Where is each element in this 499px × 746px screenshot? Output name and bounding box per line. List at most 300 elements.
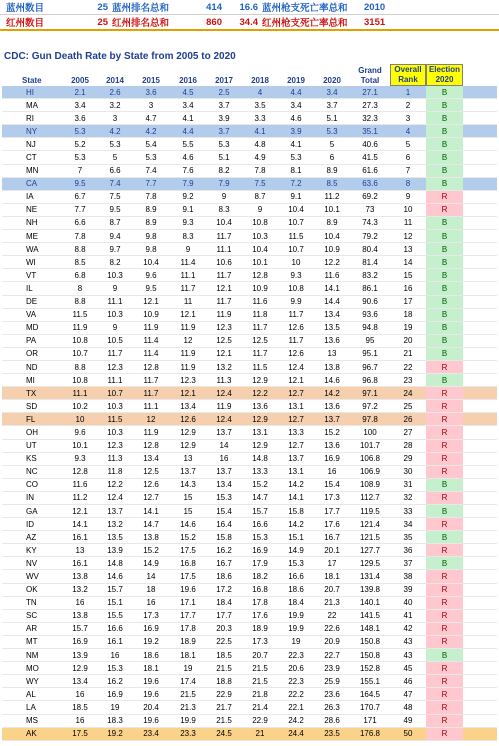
cell-2019: 13.1 bbox=[288, 467, 304, 477]
table-row bbox=[2, 296, 497, 309]
cell-2020: 5 bbox=[329, 139, 335, 149]
cell-2005: 10.7 bbox=[72, 349, 88, 359]
cell-2015: 5.3 bbox=[145, 153, 157, 163]
cell-2017: 18.5 bbox=[216, 650, 232, 660]
cell-2005: 9.3 bbox=[74, 454, 86, 464]
cell-2020: 12.2 bbox=[324, 257, 340, 267]
header-2005: 2005 bbox=[71, 76, 89, 85]
cell-2018: 3.5 bbox=[254, 100, 266, 110]
blue-gun-label: 蓝州枪支死亡率总和 bbox=[262, 3, 348, 14]
cell-2016: 12.9 bbox=[180, 441, 196, 451]
cell-state: SC bbox=[26, 611, 38, 621]
cell-grand-total: 93.6 bbox=[362, 310, 378, 320]
cell-2005: 16.9 bbox=[72, 637, 88, 647]
cell-2017: 3.7 bbox=[218, 100, 230, 110]
cell-2016: 4.6 bbox=[182, 153, 194, 163]
summary-divider bbox=[0, 29, 499, 31]
cell-2017: 15.3 bbox=[216, 493, 232, 503]
cell-state: CA bbox=[26, 179, 38, 189]
cell-2014: 16.6 bbox=[107, 624, 123, 634]
cell-state: UT bbox=[26, 441, 37, 451]
cell-election: R bbox=[426, 492, 463, 504]
header-total-top: Grand bbox=[358, 66, 382, 75]
cell-election: B bbox=[426, 322, 463, 334]
cell-2015: 16.9 bbox=[143, 624, 159, 634]
cell-election: B bbox=[426, 531, 463, 543]
cell-2017: 11.1 bbox=[216, 244, 232, 254]
cell-2019: 12.7 bbox=[288, 441, 304, 451]
cell-2020: 13.8 bbox=[324, 362, 340, 372]
cell-state: MT bbox=[26, 637, 38, 647]
cell-election: R bbox=[426, 610, 463, 622]
cell-rank: 48 bbox=[403, 702, 413, 712]
cell-2020: 22.7 bbox=[324, 650, 340, 660]
cell-2017: 18.4 bbox=[216, 598, 232, 608]
cell-2005: 2.1 bbox=[74, 87, 86, 97]
cell-grand-total: 79.2 bbox=[362, 231, 378, 241]
cell-state: NM bbox=[26, 650, 39, 660]
cell-2017: 8.2 bbox=[218, 166, 230, 176]
cell-2014: 3 bbox=[112, 113, 118, 123]
cell-election: B bbox=[426, 256, 463, 268]
cell-grand-total: 86.1 bbox=[362, 283, 378, 293]
cell-2020: 11.2 bbox=[324, 192, 340, 202]
cell-rank: 39 bbox=[403, 585, 413, 595]
cell-2014: 11.1 bbox=[107, 375, 123, 385]
table-row bbox=[2, 165, 497, 178]
cell-2015: 11.4 bbox=[143, 349, 159, 359]
cell-rank: 3 bbox=[405, 113, 411, 123]
cell-2005: 11.2 bbox=[72, 493, 88, 503]
cell-2018: 10.3 bbox=[252, 231, 268, 241]
table-row bbox=[2, 715, 497, 728]
cell-2015: 14.9 bbox=[143, 558, 159, 568]
cell-state: FL bbox=[26, 414, 36, 424]
cell-election: R bbox=[426, 597, 463, 609]
cell-2019: 11.7 bbox=[288, 310, 304, 320]
cell-grand-total: 95 bbox=[365, 336, 375, 346]
cell-grand-total: 27.1 bbox=[362, 87, 378, 97]
cell-2019: 22.1 bbox=[288, 702, 304, 712]
cell-rank: 33 bbox=[403, 506, 413, 516]
cell-rank: 10 bbox=[403, 205, 413, 215]
cell-state: LA bbox=[26, 702, 36, 712]
cell-grand-total: 121.4 bbox=[359, 519, 381, 529]
cell-2016: 7.6 bbox=[182, 166, 194, 176]
cell-2005: 12.1 bbox=[72, 506, 88, 516]
cell-election: R bbox=[426, 715, 463, 727]
gun-death-table bbox=[2, 64, 497, 741]
cell-2016: 15 bbox=[183, 506, 193, 516]
cell-2018: 13.3 bbox=[252, 467, 268, 477]
cell-2020: 13.6 bbox=[324, 401, 340, 411]
cell-2020: 8.5 bbox=[326, 179, 338, 189]
cell-2018: 12.9 bbox=[252, 414, 268, 424]
cell-rank: 40 bbox=[403, 598, 413, 608]
cell-grand-total: 83.2 bbox=[362, 270, 378, 280]
cell-state: IL bbox=[26, 283, 33, 293]
cell-2017: 16.4 bbox=[216, 519, 232, 529]
cell-2018: 21.4 bbox=[252, 702, 268, 712]
cell-2019: 11.5 bbox=[288, 231, 304, 241]
header-2016: 2016 bbox=[179, 76, 197, 85]
header-elect-bottom: 2020 bbox=[435, 75, 454, 84]
cell-rank: 9 bbox=[405, 192, 411, 202]
cell-state: OK bbox=[26, 585, 38, 595]
cell-2019: 10.7 bbox=[288, 218, 304, 228]
cell-grand-total: 94.8 bbox=[362, 323, 378, 333]
cell-grand-total: 27.3 bbox=[362, 100, 378, 110]
cell-2018: 13.1 bbox=[252, 427, 268, 437]
cell-2019: 3.4 bbox=[290, 100, 302, 110]
cell-2016: 11.4 bbox=[180, 257, 196, 267]
cell-rank: 23 bbox=[403, 375, 413, 385]
cell-grand-total: 40.6 bbox=[362, 139, 378, 149]
cell-2020: 11.6 bbox=[324, 270, 340, 280]
cell-2017: 16.7 bbox=[216, 558, 232, 568]
header-rank-bottom: Rank bbox=[398, 75, 418, 84]
cell-2014: 9.5 bbox=[109, 205, 121, 215]
cell-election: R bbox=[426, 440, 463, 452]
cell-election: R bbox=[426, 453, 463, 465]
cell-2016: 14.6 bbox=[180, 519, 196, 529]
table-row bbox=[2, 400, 497, 413]
cell-2005: 6.6 bbox=[74, 218, 86, 228]
cell-2015: 19.6 bbox=[143, 689, 159, 699]
cell-state: WY bbox=[26, 676, 39, 686]
cell-2015: 12.8 bbox=[143, 441, 159, 451]
cell-2015: 19.2 bbox=[143, 637, 159, 647]
cell-2020: 3.7 bbox=[326, 100, 338, 110]
table-row bbox=[2, 453, 497, 466]
cell-rank: 11 bbox=[403, 218, 413, 228]
cell-state: MI bbox=[26, 375, 35, 385]
cell-rank: 35 bbox=[403, 532, 413, 542]
cell-2014: 12.3 bbox=[107, 362, 123, 372]
cell-grand-total: 129.5 bbox=[359, 558, 381, 568]
cell-2017: 22.5 bbox=[216, 637, 232, 647]
cell-2016: 7.9 bbox=[182, 179, 194, 189]
cell-2015: 5.4 bbox=[145, 139, 157, 149]
header-2015: 2015 bbox=[142, 76, 160, 85]
cell-rank: 24 bbox=[403, 388, 413, 398]
cell-state: MN bbox=[26, 166, 39, 176]
cell-grand-total: 101.7 bbox=[359, 441, 381, 451]
cell-2015: 7.8 bbox=[145, 192, 157, 202]
header-state: State bbox=[22, 76, 42, 85]
cell-2014: 18.3 bbox=[107, 716, 123, 726]
cell-state: CT bbox=[26, 153, 37, 163]
cell-2014: 4.2 bbox=[109, 126, 121, 136]
table-row bbox=[2, 623, 497, 636]
cell-2015: 10.4 bbox=[143, 257, 159, 267]
cell-state: NJ bbox=[26, 139, 36, 149]
cell-2014: 3.2 bbox=[109, 100, 121, 110]
table-row bbox=[2, 479, 497, 492]
cell-2020: 21.3 bbox=[324, 598, 340, 608]
cell-2017: 12.4 bbox=[216, 414, 232, 424]
blue-count-label: 蓝州数目 bbox=[6, 3, 45, 14]
cell-2014: 8.2 bbox=[109, 257, 121, 267]
cell-2019: 14.1 bbox=[288, 493, 304, 503]
cell-2017: 17.7 bbox=[216, 611, 232, 621]
cell-grand-total: 171 bbox=[363, 716, 377, 726]
cell-2015: 13.4 bbox=[143, 454, 159, 464]
cell-2005: 3.4 bbox=[74, 100, 86, 110]
cell-2020: 8.9 bbox=[326, 218, 338, 228]
cell-2005: 7 bbox=[77, 166, 83, 176]
cell-2019: 20.6 bbox=[288, 663, 304, 673]
cell-2015: 9.8 bbox=[145, 244, 157, 254]
cell-grand-total: 97.2 bbox=[362, 401, 378, 411]
cell-2017: 12.1 bbox=[216, 283, 232, 293]
cell-2019: 22.3 bbox=[288, 676, 304, 686]
cell-election: B bbox=[426, 151, 463, 163]
red-count-label: 红州数目 bbox=[6, 18, 45, 29]
cell-2005: 8.8 bbox=[74, 297, 86, 307]
table-row bbox=[2, 597, 497, 610]
cell-2005: 10.1 bbox=[72, 441, 88, 451]
cell-2016: 14.3 bbox=[180, 480, 196, 490]
cell-2020: 13 bbox=[327, 349, 337, 359]
cell-2019: 13.7 bbox=[288, 454, 304, 464]
cell-2016: 19.6 bbox=[180, 585, 196, 595]
cell-2020: 13.6 bbox=[324, 336, 340, 346]
cell-2016: 19 bbox=[183, 663, 193, 673]
table-row bbox=[2, 531, 497, 544]
cell-rank: 47 bbox=[403, 689, 413, 699]
cell-2016: 11.9 bbox=[180, 362, 196, 372]
cell-2014: 12.4 bbox=[107, 493, 123, 503]
cell-grand-total: 106.9 bbox=[359, 467, 381, 477]
cell-2016: 9 bbox=[185, 244, 191, 254]
cell-election: R bbox=[426, 361, 463, 373]
table-row bbox=[2, 440, 497, 453]
cell-2018: 10.4 bbox=[252, 244, 268, 254]
cell-2005: 16 bbox=[75, 598, 85, 608]
cell-2014: 16.2 bbox=[107, 676, 123, 686]
cell-2017: 11.7 bbox=[216, 270, 232, 280]
cell-2015: 9.6 bbox=[145, 270, 157, 280]
table-row bbox=[2, 374, 497, 387]
cell-2015: 12.5 bbox=[143, 467, 159, 477]
cell-2015: 14.1 bbox=[143, 506, 159, 516]
cell-2020: 16.9 bbox=[324, 454, 340, 464]
cell-2014: 11.8 bbox=[107, 467, 123, 477]
cell-state: MO bbox=[26, 663, 39, 673]
cell-grand-total: 69.2 bbox=[362, 192, 378, 202]
table-row bbox=[2, 518, 497, 531]
cell-state: MS bbox=[26, 716, 38, 726]
cell-2020: 13.4 bbox=[324, 310, 340, 320]
cell-rank: 43 bbox=[403, 650, 413, 660]
cell-2018: 16.9 bbox=[252, 545, 268, 555]
cell-2019: 22.2 bbox=[288, 689, 304, 699]
cell-2005: 6.8 bbox=[74, 270, 86, 280]
cell-2017: 8.3 bbox=[218, 205, 230, 215]
cell-2020: 15.4 bbox=[324, 480, 340, 490]
cell-election: B bbox=[426, 479, 463, 491]
cell-2018: 11.7 bbox=[252, 349, 268, 359]
cell-2018: 21.5 bbox=[252, 676, 268, 686]
cell-grand-total: 176.8 bbox=[359, 729, 381, 739]
cell-2018: 15.7 bbox=[252, 506, 268, 516]
table-row bbox=[2, 636, 497, 649]
cell-grand-total: 35.1 bbox=[362, 126, 378, 136]
cell-2016: 21.3 bbox=[180, 702, 196, 712]
cell-rank: 1 bbox=[405, 87, 411, 97]
cell-2005: 13.2 bbox=[72, 585, 88, 595]
cell-2015: 12.8 bbox=[143, 362, 159, 372]
cell-election: R bbox=[426, 518, 463, 530]
cell-2005: 5.2 bbox=[74, 139, 86, 149]
cell-2020: 15.2 bbox=[324, 427, 340, 437]
cell-2005: 12.9 bbox=[72, 663, 88, 673]
summary-blue-row bbox=[0, 0, 499, 14]
cell-2018: 15.3 bbox=[252, 532, 268, 542]
cell-2014: 6.6 bbox=[109, 166, 121, 176]
cell-2014: 2.6 bbox=[109, 87, 121, 97]
cell-2017: 11.7 bbox=[216, 297, 232, 307]
cell-election: R bbox=[426, 584, 463, 596]
cell-2016: 12.1 bbox=[180, 388, 196, 398]
cell-2019: 22.3 bbox=[288, 650, 304, 660]
cell-rank: 38 bbox=[403, 572, 413, 582]
cell-2017: 13.2 bbox=[216, 362, 232, 372]
cell-2019: 14.2 bbox=[288, 480, 304, 490]
cell-2017: 10.4 bbox=[216, 218, 232, 228]
cell-2019: 13.1 bbox=[288, 401, 304, 411]
cell-2017: 17.2 bbox=[216, 585, 232, 595]
cell-2020: 14.2 bbox=[324, 388, 340, 398]
cell-2005: 10.2 bbox=[72, 401, 88, 411]
cell-2005: 15.7 bbox=[72, 624, 88, 634]
cell-2019: 18.6 bbox=[288, 585, 304, 595]
table-row bbox=[2, 204, 497, 217]
cell-2020: 14.6 bbox=[324, 375, 340, 385]
cell-2017: 12.5 bbox=[216, 336, 232, 346]
cell-2016: 18.1 bbox=[180, 650, 196, 660]
cell-2014: 11.5 bbox=[107, 414, 123, 424]
cell-2020: 13.7 bbox=[324, 414, 340, 424]
table-row bbox=[2, 688, 497, 701]
header-2020: 2020 bbox=[323, 76, 341, 85]
cell-rank: 50 bbox=[403, 729, 413, 739]
cell-2019: 12.6 bbox=[288, 349, 304, 359]
cell-2016: 3.4 bbox=[182, 100, 194, 110]
cell-2018: 17.6 bbox=[252, 611, 268, 621]
table-row bbox=[2, 492, 497, 505]
cell-2018: 4.8 bbox=[254, 139, 266, 149]
table-row bbox=[2, 256, 497, 269]
cell-2016: 13 bbox=[183, 454, 193, 464]
cell-election: B bbox=[426, 374, 463, 386]
cell-2018: 7.8 bbox=[254, 166, 266, 176]
cell-2016: 4.5 bbox=[182, 87, 194, 97]
cell-2015: 13.8 bbox=[143, 532, 159, 542]
cell-2015: 23.4 bbox=[143, 729, 159, 739]
cell-2020: 23.9 bbox=[324, 663, 340, 673]
cell-2014: 7.5 bbox=[109, 192, 121, 202]
cell-state: WI bbox=[26, 257, 36, 267]
cell-state: VT bbox=[26, 270, 37, 280]
table-row bbox=[2, 151, 497, 164]
red-rate-value: 34.4 bbox=[239, 16, 258, 28]
cell-2014: 10.3 bbox=[107, 427, 123, 437]
cell-2019: 12.7 bbox=[288, 388, 304, 398]
header-overall-rank bbox=[390, 64, 426, 86]
table-row bbox=[2, 309, 497, 322]
table-row bbox=[2, 335, 497, 348]
cell-election: B bbox=[426, 99, 463, 111]
cell-2018: 13.6 bbox=[252, 401, 268, 411]
cell-2020: 5.1 bbox=[326, 113, 338, 123]
cell-2015: 9.5 bbox=[145, 283, 157, 293]
cell-2018: 11.7 bbox=[252, 323, 268, 333]
cell-2016: 23.3 bbox=[180, 729, 196, 739]
cell-rank: 26 bbox=[403, 414, 413, 424]
cell-state: AL bbox=[26, 689, 36, 699]
cell-state: NC bbox=[26, 467, 38, 477]
table-row bbox=[2, 610, 497, 623]
cell-grand-total: 155.1 bbox=[359, 676, 381, 686]
table-row bbox=[2, 413, 497, 426]
cell-election: B bbox=[426, 165, 463, 177]
cell-grand-total: 81.4 bbox=[362, 257, 378, 267]
cell-2005: 13 bbox=[75, 545, 85, 555]
blue-count-value: 25 bbox=[97, 1, 108, 13]
cell-2018: 10.1 bbox=[252, 257, 268, 267]
cell-2019: 24.2 bbox=[288, 716, 304, 726]
cell-2020: 14.4 bbox=[324, 297, 340, 307]
cell-2018: 3.3 bbox=[254, 113, 266, 123]
cell-grand-total: 96.7 bbox=[362, 362, 378, 372]
table-header-row bbox=[2, 64, 497, 86]
cell-2020: 5.3 bbox=[326, 126, 338, 136]
cell-2005: 11.6 bbox=[72, 480, 88, 490]
cell-2017: 14 bbox=[219, 441, 229, 451]
cell-2015: 14 bbox=[146, 572, 156, 582]
cell-grand-total: 164.5 bbox=[359, 689, 381, 699]
cell-state: NY bbox=[26, 126, 38, 136]
cell-2014: 14.8 bbox=[107, 558, 123, 568]
table-row bbox=[2, 230, 497, 243]
table-row bbox=[2, 426, 497, 439]
cell-2019: 4.6 bbox=[290, 113, 302, 123]
cell-2015: 11.9 bbox=[143, 427, 159, 437]
cell-2020: 26.3 bbox=[324, 702, 340, 712]
cell-2019: 8.1 bbox=[290, 166, 302, 176]
cell-2015: 16 bbox=[146, 598, 156, 608]
cell-2015: 11.9 bbox=[143, 323, 159, 333]
cell-2017: 3.9 bbox=[218, 113, 230, 123]
header-elect-top: Election bbox=[428, 65, 461, 74]
cell-2005: 6.7 bbox=[74, 192, 86, 202]
cell-2017: 16.2 bbox=[216, 545, 232, 555]
cell-grand-total: 170.7 bbox=[359, 702, 381, 712]
table-row bbox=[2, 361, 497, 374]
cell-2015: 12.6 bbox=[143, 480, 159, 490]
cell-rank: 36 bbox=[403, 545, 413, 555]
cell-2016: 9.3 bbox=[182, 218, 194, 228]
cell-2014: 8.7 bbox=[109, 218, 121, 228]
cell-2020: 16 bbox=[327, 467, 337, 477]
cell-2016: 17.7 bbox=[180, 611, 196, 621]
cell-2020: 25.9 bbox=[324, 676, 340, 686]
cell-2019: 14.9 bbox=[288, 545, 304, 555]
cell-rank: 21 bbox=[403, 349, 413, 359]
cell-2016: 11.1 bbox=[180, 270, 196, 280]
